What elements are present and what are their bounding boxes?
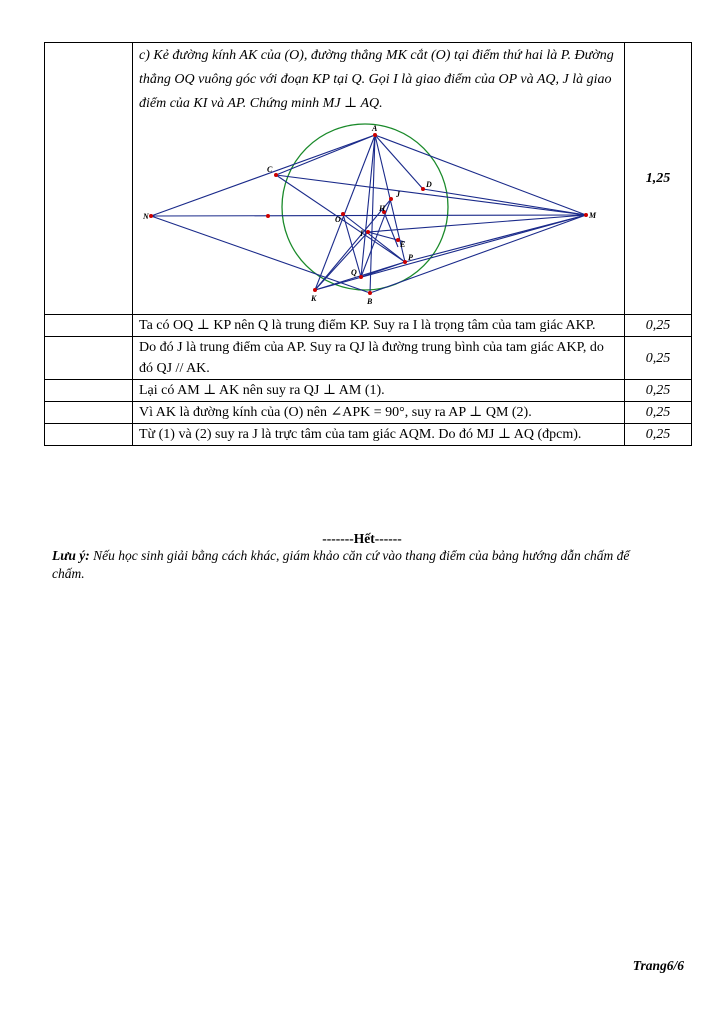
step-text-3: Lại có AM ⊥ AK nên suy ra QJ ⊥ AM (1). [139,383,385,398]
step-text-5: Từ (1) và (2) suy ra J là trực tâm của tam giác AQM. Do đó MJ ⊥ AQ (đpcm). [139,427,582,442]
label-m: M [589,211,597,220]
label-h: H [379,204,386,213]
empty-cell [45,315,133,337]
empty-cell [45,43,133,315]
part-c-row [45,43,692,315]
step-cell [133,315,625,337]
label-b: B [367,297,373,306]
part-c-content [133,43,625,315]
step-row-4 [45,402,692,424]
step-cell [133,402,625,424]
label-k: K [311,294,317,303]
step-score-4: 0,25 [625,402,692,424]
empty-cell [45,424,133,446]
grading-note [52,547,652,583]
label-q: Q [351,268,357,277]
end-marker: -------Hết------ [322,531,402,546]
step-cell [133,337,625,380]
label-a: A [372,124,378,133]
step-row-5 [45,424,692,446]
empty-cell [45,402,133,424]
part-c-score: 1,25 [625,43,692,315]
empty-cell [45,380,133,402]
geometry-figure [143,122,613,312]
answer-table [44,42,692,446]
step-score-3: 0,25 [625,380,692,402]
note-text: Nếu học sinh giải bằng cách khác, giám khảo căn cứ vào thang điểm của bảng hướng dẫn chấm để chấm. [52,548,630,581]
step-text-2: Do đó J là trung điểm của AP. Suy ra QJ là đường trung bình của tam giác AKP, do đó QJ // AK. [139,340,604,376]
step-text-4: Vì AK là đường kính của (O) nên ∠APK = 90°, suy ra AP ⊥ QM (2). [139,405,532,420]
step-row-2 [45,337,692,380]
step-cell [133,424,625,446]
label-d: D [426,180,432,189]
label-p: P [408,253,413,262]
step-cell [133,380,625,402]
label-j: J [396,190,400,199]
step-score-5: 0,25 [625,424,692,446]
step-score-1: 0,25 [625,315,692,337]
empty-cell [45,337,133,380]
step-row-3 [45,380,692,402]
step-text-1: Ta có OQ ⊥ KP nên Q là trung điểm KP. Suy ra I là trọng tâm của tam giác AKP. [139,318,596,333]
step-row-1 [45,315,692,337]
label-c: C [267,165,273,174]
label-e: E [400,240,406,249]
note-label: Lưu ý: [52,548,90,563]
label-o: O [335,215,341,224]
page-number: Trang6/6 [632,958,684,973]
step-score-2: 0,25 [625,337,692,380]
part-c-statement: c) Kẻ đường kính AK của (O), đường thẳng MK cắt (O) tại điểm thứ hai là P. Đường thẳng OQ vuông góc với đoạn KP tại Q. Gọi I là giao điểm của OP và AQ, J là giao điểm của KI và AP. Chứng minh MJ ⊥ AQ. [139,48,614,111]
label-n: N [143,212,149,221]
label-i: I [360,229,364,238]
